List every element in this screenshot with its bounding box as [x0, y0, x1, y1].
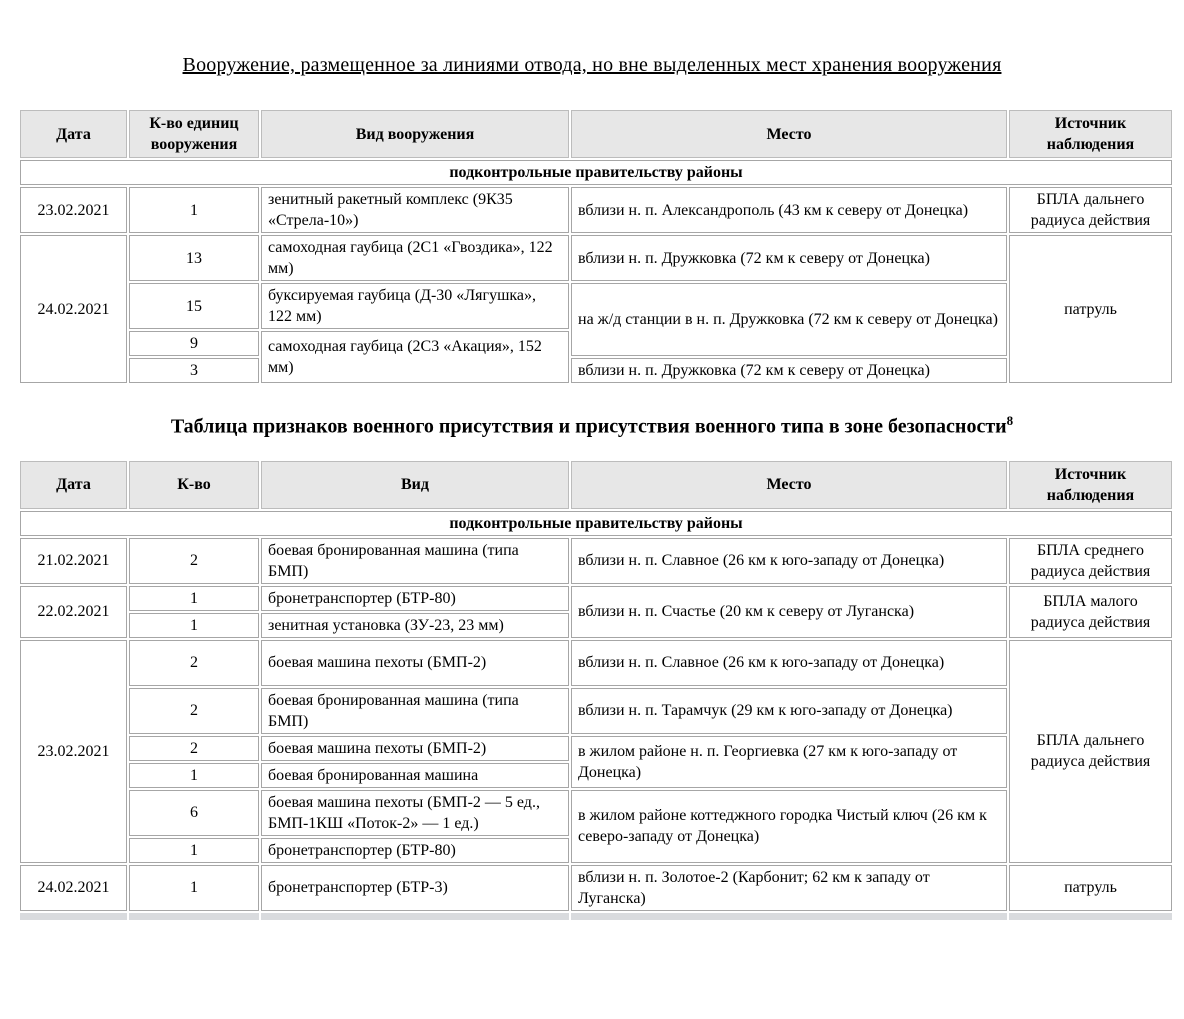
section-title-weapons: Вооружение, размещенное за линиями отвода, но вне выделенных мест хранения вооружения	[182, 54, 1002, 76]
cell-date: 21.02.2021	[20, 538, 127, 584]
cell-kind: боевая бронированная машина (типа БМП)	[261, 688, 569, 734]
table-row	[20, 538, 1172, 584]
table-header-row	[20, 461, 1172, 509]
table-header-row	[20, 110, 1172, 158]
title-text: Таблица признаков военного присутствия и присутствия военного типа в зоне безопасности	[170, 415, 1007, 438]
cell-qty: 1	[129, 838, 259, 863]
cell-kind: боевая бронированная машина	[261, 763, 569, 788]
cell-qty: 1	[129, 613, 259, 638]
section-label: подконтрольные правительству районы	[20, 511, 1172, 536]
cell-kind: боевая бронированная машина (типа БМП)	[261, 538, 569, 584]
cell-qty: 1	[129, 763, 259, 788]
column-header-source: Источник наблюдения	[1009, 461, 1172, 509]
cell-qty: 2	[129, 640, 259, 686]
section-title-military-presence	[18, 413, 1166, 439]
column-header-source: Источник наблюдения	[1009, 110, 1172, 158]
cell-place: вблизи н. п. Дружковка (72 км к северу от Донецка)	[571, 235, 1007, 281]
clipped-cell	[20, 913, 127, 920]
cell-kind: самоходная гаубица (2С3 «Акация», 152 мм)	[261, 331, 569, 383]
weapons-table	[18, 108, 1174, 385]
cell-qty: 6	[129, 790, 259, 836]
cell-place: на ж/д станции в н. п. Дружковка (72 км к северу от Донецка)	[571, 283, 1007, 356]
cell-qty: 1	[129, 187, 259, 233]
cell-place: вблизи н. п. Тарамчук (29 км к юго-западу от Донецка)	[571, 688, 1007, 734]
cell-date: 22.02.2021	[20, 586, 127, 638]
table-row	[20, 688, 1172, 734]
cell-date: 23.02.2021	[20, 187, 127, 233]
cell-date: 23.02.2021	[20, 640, 127, 863]
table-row	[20, 586, 1172, 611]
cell-qty: 2	[129, 736, 259, 761]
clipped-cell	[1009, 913, 1172, 920]
cell-source: патруль	[1009, 235, 1172, 383]
cell-kind: самоходная гаубица (2С1 «Гвоздика», 122 мм)	[261, 235, 569, 281]
cell-qty: 3	[129, 358, 259, 383]
cell-date: 24.02.2021	[20, 235, 127, 383]
table-row	[20, 187, 1172, 233]
cell-qty: 2	[129, 538, 259, 584]
column-header-place: Место	[571, 110, 1007, 158]
section-row	[20, 511, 1172, 536]
table-row	[20, 358, 1172, 383]
cell-kind: буксируемая гаубица (Д-30 «Лягушка», 122 мм)	[261, 283, 569, 329]
cell-qty: 9	[129, 331, 259, 356]
column-header-kind: Вид вооружения	[261, 110, 569, 158]
cell-place: в жилом районе коттеджного городка Чистый ключ (26 км к северо-западу от Донецка)	[571, 790, 1007, 863]
column-header-kind: Вид	[261, 461, 569, 509]
footnote-marker: 8	[1006, 413, 1014, 428]
cell-place: вблизи н. п. Дружковка (72 км к северу от Донецка)	[571, 358, 1007, 383]
column-header-qty: К-во	[129, 461, 259, 509]
cell-qty: 1	[129, 865, 259, 911]
cell-kind: боевая машина пехоты (БМП-2)	[261, 640, 569, 686]
cell-source: БПЛА среднего радиуса действия	[1009, 538, 1172, 584]
cell-qty: 15	[129, 283, 259, 329]
column-header-date: Дата	[20, 461, 127, 509]
cell-qty: 13	[129, 235, 259, 281]
cell-source: БПЛА малого радиуса действия	[1009, 586, 1172, 638]
table-row	[20, 640, 1172, 686]
cell-place: вблизи н. п. Счастье (20 км к северу от Луганска)	[571, 586, 1007, 638]
table-row	[20, 235, 1172, 281]
cell-place: в жилом районе н. п. Георгиевка (27 км к юго-западу от Донецка)	[571, 736, 1007, 788]
cell-kind: зенитная установка (ЗУ-23, 23 мм)	[261, 613, 569, 638]
military-presence-table	[18, 459, 1174, 922]
clipped-cell	[129, 913, 259, 920]
cell-qty: 2	[129, 688, 259, 734]
column-header-place: Место	[571, 461, 1007, 509]
table-row	[20, 865, 1172, 911]
section-label: подконтрольные правительству районы	[20, 160, 1172, 185]
clipped-next-row	[20, 913, 1172, 920]
cell-kind: бронетранспортер (БТР-80)	[261, 838, 569, 863]
table-row	[20, 790, 1172, 836]
cell-kind: зенитный ракетный комплекс (9К35 «Стрела-10»)	[261, 187, 569, 233]
cell-kind: боевая машина пехоты (БМП-2 — 5 ед., БМП-1КШ «Поток-2» — 1 ед.)	[261, 790, 569, 836]
cell-qty: 1	[129, 586, 259, 611]
cell-date: 24.02.2021	[20, 865, 127, 911]
table-row	[20, 283, 1172, 329]
cell-kind: бронетранспортер (БТР-80)	[261, 586, 569, 611]
column-header-qty: К-во единиц вооружения	[129, 110, 259, 158]
cell-source: БПЛА дальнего радиуса действия	[1009, 187, 1172, 233]
clipped-cell	[261, 913, 569, 920]
cell-source: патруль	[1009, 865, 1172, 911]
clipped-cell	[571, 913, 1007, 920]
column-header-date: Дата	[20, 110, 127, 158]
cell-source: БПЛА дальнего радиуса действия	[1009, 640, 1172, 863]
cell-place: вблизи н. п. Славное (26 км к юго-западу от Донецка)	[571, 538, 1007, 584]
document-page	[0, 54, 1184, 922]
cell-kind: бронетранспортер (БТР-3)	[261, 865, 569, 911]
cell-kind: боевая машина пехоты (БМП-2)	[261, 736, 569, 761]
cell-place: вблизи н. п. Славное (26 км к юго-западу от Донецка)	[571, 640, 1007, 686]
cell-place: вблизи н. п. Золотое-2 (Карбонит; 62 км к западу от Луганска)	[571, 865, 1007, 911]
table-row	[20, 736, 1172, 761]
section-row	[20, 160, 1172, 185]
cell-place: вблизи н. п. Александрополь (43 км к северу от Донецка)	[571, 187, 1007, 233]
